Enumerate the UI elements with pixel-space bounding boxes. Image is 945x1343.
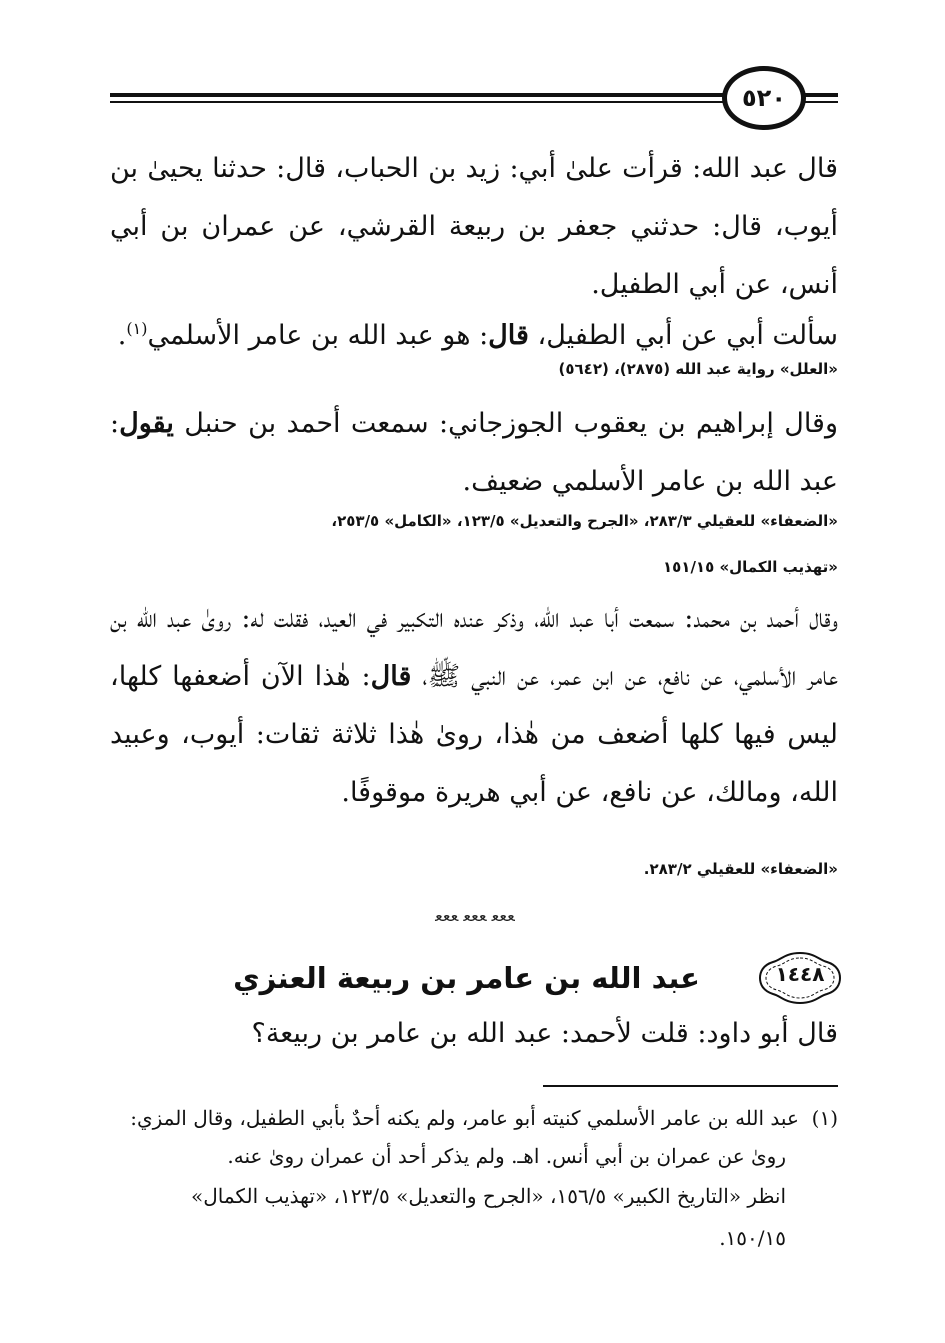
paragraph-2	[110, 300, 838, 365]
paragraph-3	[110, 395, 838, 511]
entry-paragraph-1: قال أبو داود: قلت لأحمد: عبد الله بن عامر بن ربيعة؟	[251, 1018, 838, 1049]
footnote-line-1	[110, 1100, 838, 1137]
footnote-text-1: عبد الله بن عامر الأسلمي كنيته أبو عامر، ولم يكنه أحدٌ بأبي الطفيل، وقال المزي:	[130, 1106, 799, 1130]
section-ornament: ﻌﻌﻌ ﻌﻌﻌ ﻌﻌﻌ	[435, 906, 515, 925]
page-number: ٥٢٠	[722, 66, 806, 130]
paragraph-4	[110, 590, 838, 822]
footnote-mark: (١)	[811, 1106, 838, 1130]
reference-1: «العلل» رواية عبد الله (٢٨٧٥)، (٥٦٤٢)	[558, 360, 838, 378]
entry-number: ١٤٤٨	[775, 962, 825, 986]
p3-bold: يقول	[119, 408, 174, 439]
header-rule	[110, 93, 730, 97]
p2-end: .	[117, 320, 127, 351]
footnote-line-4: ١٥٠/١٥.	[719, 1226, 786, 1250]
p3-text-a: وقال إبراهيم بن يعقوب الجوزجاني: سمعت أحمد بن حنبل	[173, 408, 838, 439]
header-rule-thin	[110, 101, 730, 103]
footnote-line-3: انظر «التاريخ الكبير» ١٥٦/٥، «الجرح والتعديل» ١٢٣/٥، «تهذيب الكمال»	[191, 1184, 786, 1208]
reference-2-line-2: «تهذيب الكمال» ١٥١/١٥	[662, 558, 838, 576]
footnote-divider	[543, 1085, 838, 1087]
p4-text-a: وقال أحمد بن محمد: سمعت أبا عبد الله، وذكر عنده التكبير في العيد، فقلت له: روىٰ عبد الله بن عامر الأسلمي، عن نافع، عن ابن عمر، عن النبي ﷺ،	[110, 603, 838, 692]
footnote-line-2: روىٰ عن عمران بن أبي أنس. اهـ. ولم يذكر أحد أن عمران روىٰ عنه.	[227, 1144, 786, 1168]
p4-text-b: : هٰذا الآن أضعفها كلها، ليس فيها كلها أضعف من هٰذا، روىٰ هٰذا ثلاثة ثقات: أيوب، وعبيد الله، ومالك، عن نافع، عن أبي هريرة موقوفًا.	[110, 661, 838, 808]
entry-title: عبد الله بن عامر بن ربيعة العنزي	[233, 961, 700, 995]
p2-text-b: : هو عبد الله بن عامر الأسلمي	[147, 320, 489, 351]
p3-text-b: : عبد الله بن عامر الأسلمي ضعيف.	[110, 408, 838, 497]
reference-3: «الضعفاء» للعقيلي ٢٨٣/٢.	[643, 860, 838, 878]
footnote-ref-1[interactable]: (١)	[126, 319, 148, 338]
p2-bold: قال	[488, 320, 529, 351]
p4-bold: قال	[370, 661, 412, 692]
reference-2-line-1: «الضعفاء» للعقيلي ٢٨٣/٣، «الجرح والتعديل» ١٢٣/٥، «الكامل» ٢٥٣/٥،	[331, 512, 838, 530]
p2-text-a: سألت أبي عن أبي الطفيل،	[528, 320, 838, 351]
paragraph-1: قال عبد الله: قرأت علىٰ أبي: زيد بن الحباب، قال: حدثنا يحيىٰ بن أيوب، قال: حدثني جعفر بن ربيعة القرشي، عن عمران بن أبي أنس، عن أبي الطفيل.	[110, 153, 838, 300]
